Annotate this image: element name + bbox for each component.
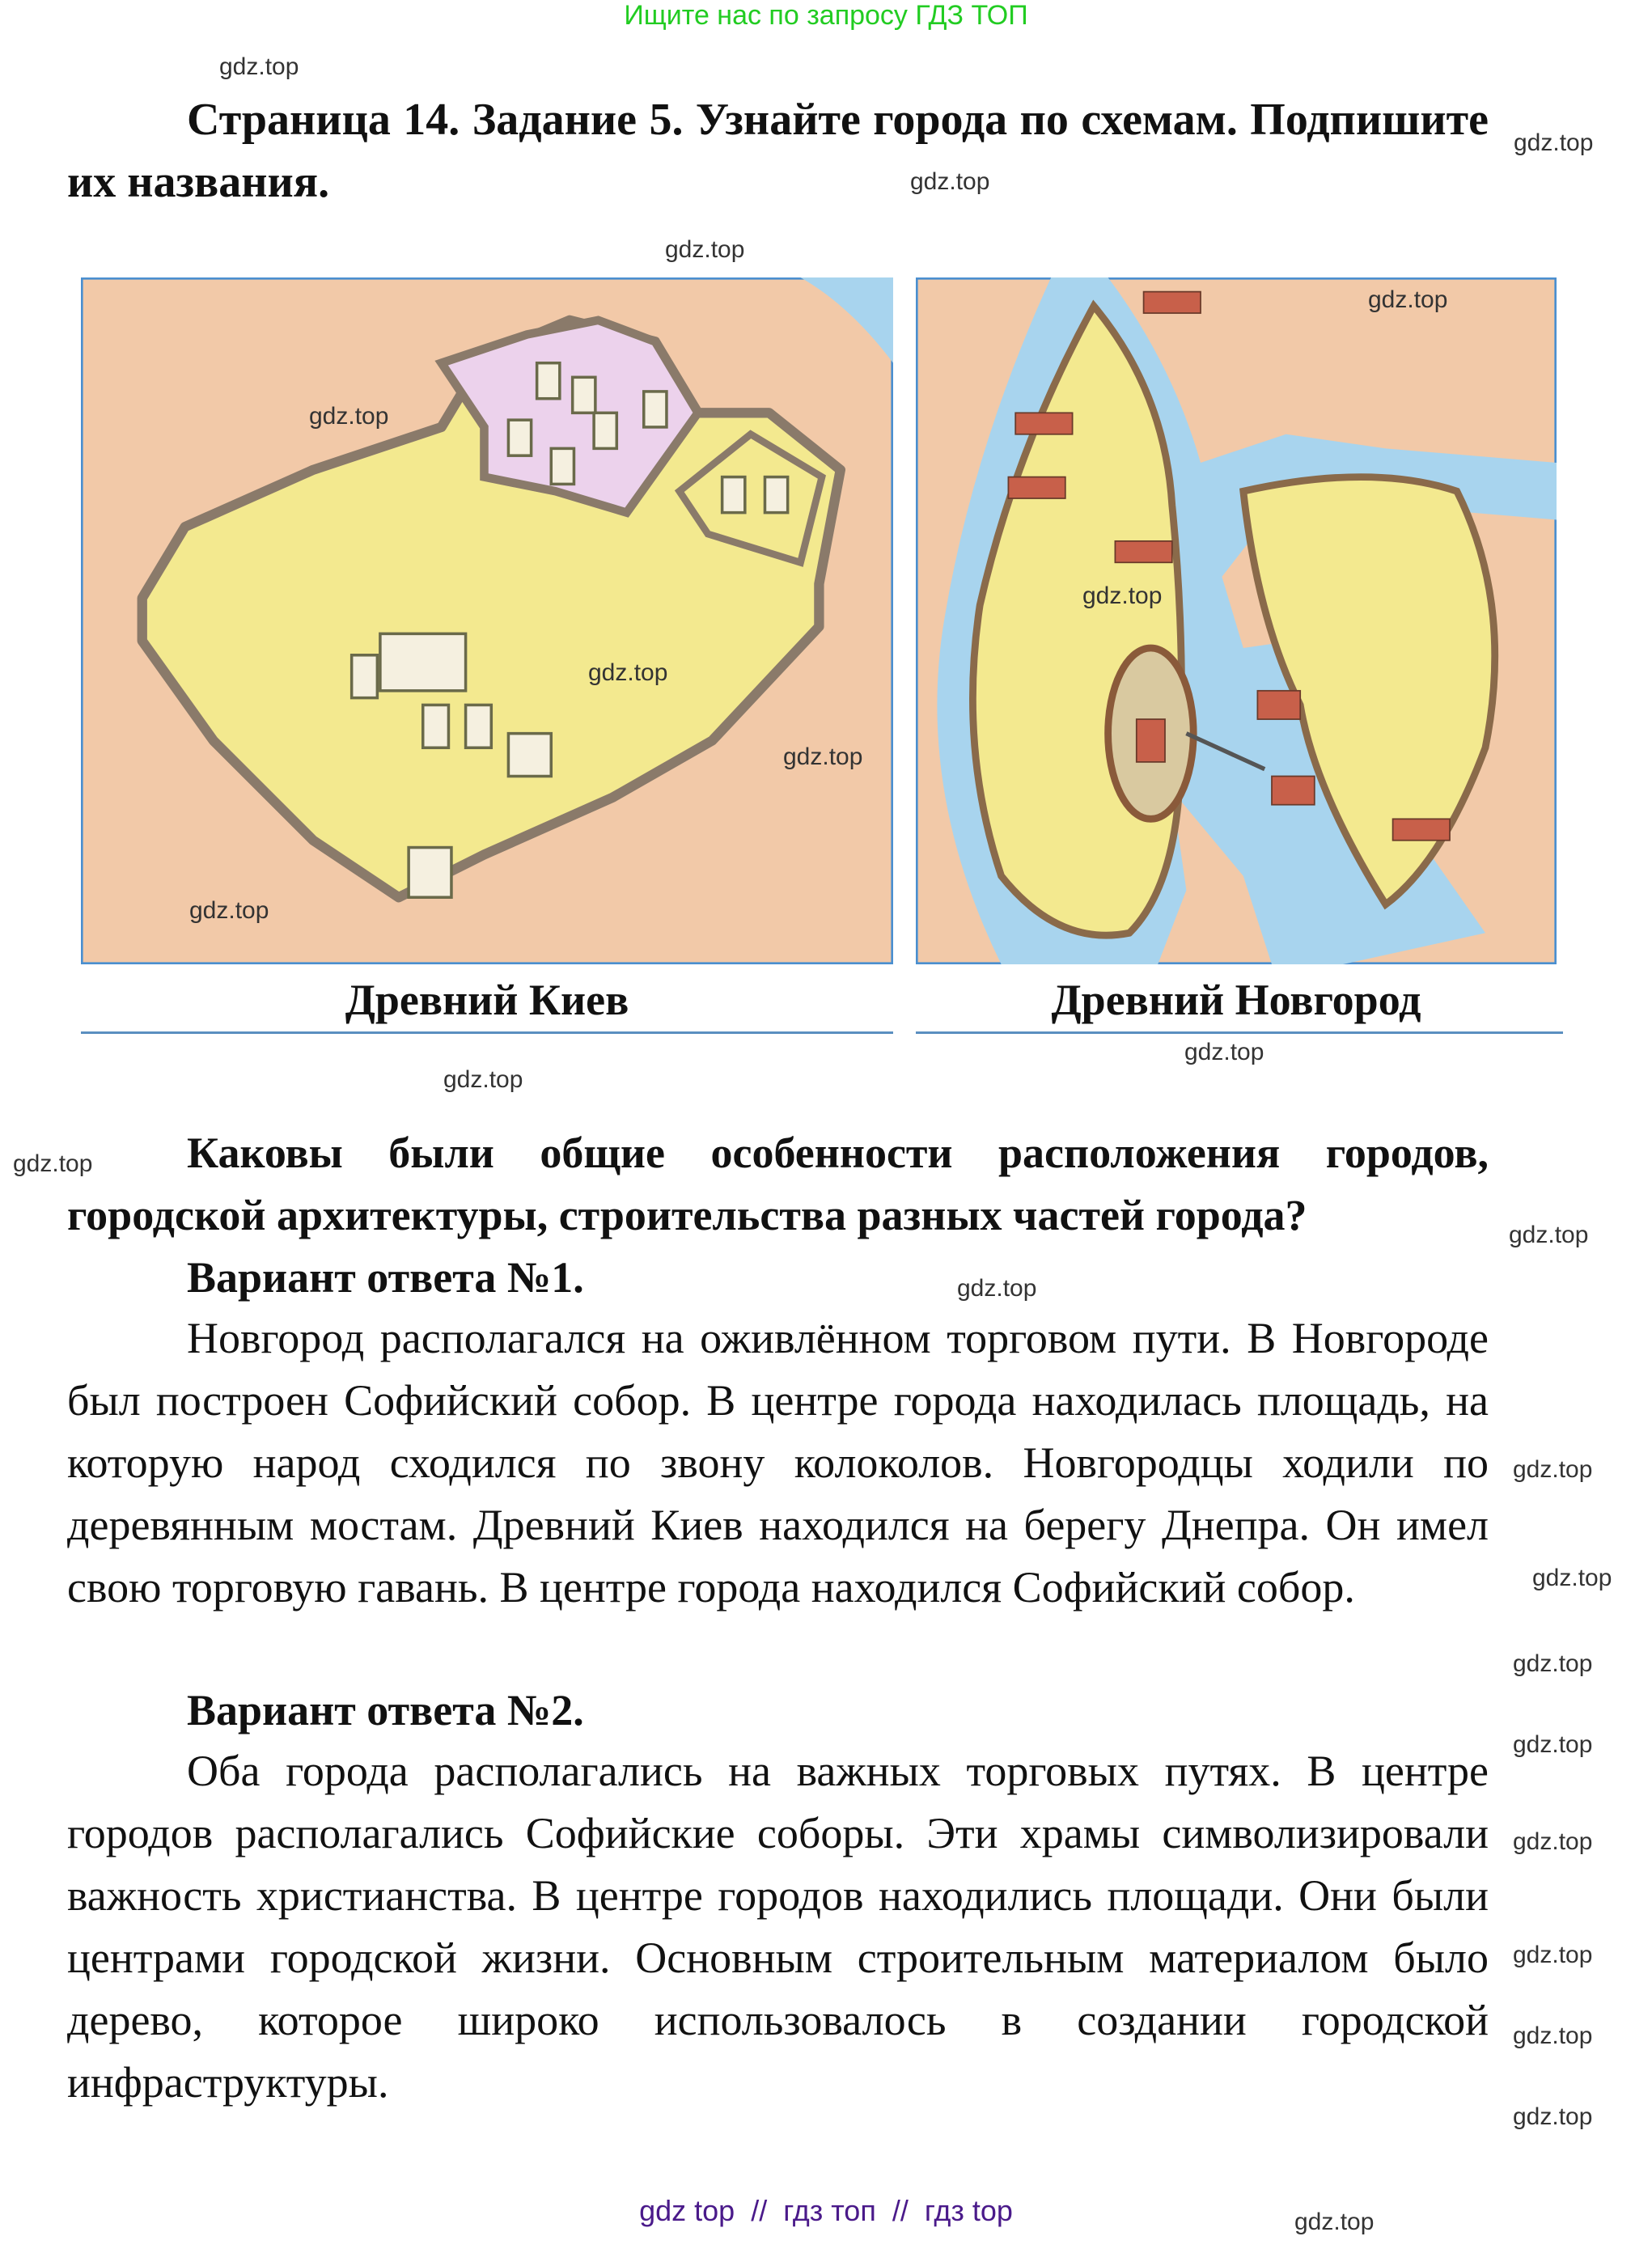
answer-1-text: Новгород располагался на оживлённом торговом пути. В Новгороде был построен Софийский собор. В центре города находилась площадь, на которую народ сходился по звону колоколов. Новгородцы ходили по деревянным мостам. Древний Киев находился на берегу Днепра. Он имел свою торговую гавань. В центре города находился Софийский собор. xyxy=(67,1314,1489,1612)
watermark: gdz.top xyxy=(588,659,668,686)
watermark: gdz.top xyxy=(1513,1828,1593,1855)
watermark: gdz.top xyxy=(665,236,745,263)
watermark: gdz.top xyxy=(13,1150,93,1177)
footer-links[interactable]: gdz top // гдз топ // гдз top xyxy=(639,2194,1013,2227)
watermark: gdz.top xyxy=(1368,286,1448,313)
answer-1-heading: Вариант ответа №1. xyxy=(187,1253,584,1302)
kiev-caption: Древний Киев xyxy=(345,976,629,1024)
watermark: gdz.top xyxy=(1294,2209,1375,2235)
watermark: gdz.top xyxy=(1082,582,1163,609)
watermark: gdz.top xyxy=(1513,1456,1593,1483)
watermark: gdz.top xyxy=(309,403,389,430)
task-title: Страница 14. Задание 5. Узнайте города по схемам. Подпишите их названия. xyxy=(67,95,1489,207)
search-banner[interactable]: Ищите нас по запросу ГДЗ ТОП xyxy=(624,0,1028,31)
watermark: gdz.top xyxy=(1513,2103,1593,2130)
answers xyxy=(67,1247,1489,2114)
watermark: gdz.top xyxy=(1513,1731,1593,1758)
question: Каковы были общие особенности расположения городов, городской архитектуры, строительства разных частей города? xyxy=(67,1129,1489,1239)
watermark: gdz.top xyxy=(1514,129,1594,156)
answer-2-heading: Вариант ответа №2. xyxy=(187,1686,584,1734)
novgorod-map xyxy=(916,277,1557,964)
watermark: gdz.top xyxy=(1509,1222,1589,1248)
watermark: gdz.top xyxy=(1184,1039,1264,1065)
watermark: gdz.top xyxy=(1513,1650,1593,1677)
kiev-caption-rule xyxy=(81,1031,893,1034)
watermark: gdz.top xyxy=(1513,1942,1593,1968)
watermark: gdz.top xyxy=(1532,1565,1612,1591)
watermark: gdz.top xyxy=(957,1275,1037,1302)
watermark: gdz.top xyxy=(910,168,990,195)
watermark: gdz.top xyxy=(1513,2022,1593,2049)
novgorod-caption: Древний Новгород xyxy=(1051,976,1421,1024)
kiev-map xyxy=(81,277,893,964)
watermark: gdz.top xyxy=(189,897,269,924)
answer-2-text: Оба города располагались на важных торговых путях. В центре городов располагались Софийские соборы. Эти храмы символизировали важность христианства. В центре городов находились площади. Они были центрами городской жизни. Основным строительным материалом было дерево, которое широко использовалось в создании городской инфраструктуры. xyxy=(67,1747,1489,2107)
watermark: gdz.top xyxy=(443,1066,523,1093)
watermark: gdz.top xyxy=(219,53,299,80)
novgorod-caption-rule xyxy=(916,1031,1563,1034)
watermark: gdz.top xyxy=(783,743,863,770)
